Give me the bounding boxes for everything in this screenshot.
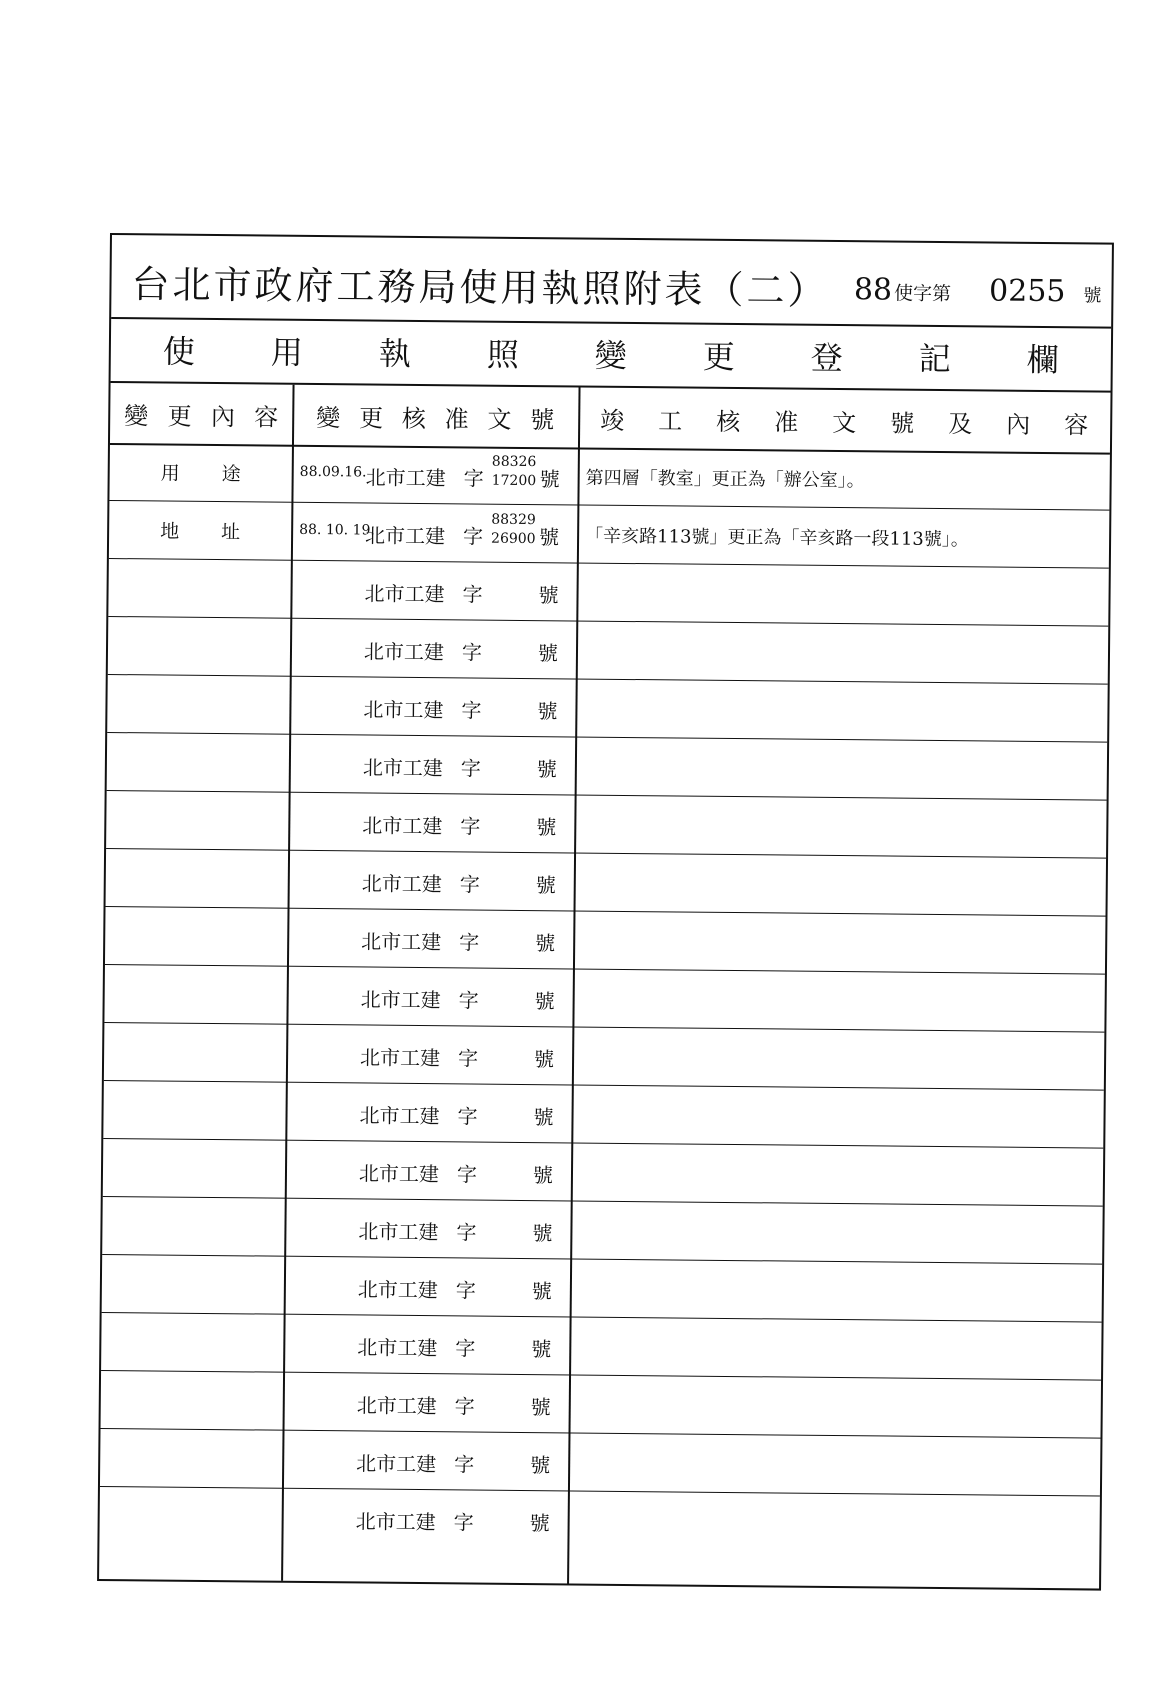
approval-dept: 北市工建 — [361, 929, 442, 955]
change-item-cell — [108, 559, 291, 618]
permit-suffix: 號 — [1083, 285, 1102, 307]
approval-dept: 北市工建 — [360, 987, 441, 1013]
completion-content-cell — [576, 621, 1109, 683]
table-row — [101, 1371, 1102, 1439]
change-item-cell — [104, 1023, 287, 1082]
approval-zi: 字 — [458, 988, 479, 1013]
completion-content-cell — [570, 1259, 1103, 1321]
approval-number-cell — [291, 445, 578, 505]
change-item-cell — [100, 1429, 283, 1488]
table-row — [104, 1023, 1105, 1091]
header-char: 准 — [444, 404, 469, 433]
completion-content-cell — [574, 795, 1107, 857]
approval-zi: 字 — [456, 1162, 478, 1187]
approval-dept: 北市工建 — [365, 465, 446, 491]
table-row — [106, 791, 1107, 859]
completion-content-cell — [574, 853, 1107, 915]
section-title — [111, 317, 1112, 393]
approval-hao: 號 — [534, 989, 555, 1014]
approval-hao: 號 — [538, 583, 559, 608]
approval-dept: 北市工建 — [363, 697, 444, 723]
table-row — [100, 1429, 1101, 1497]
approval-number-cell — [289, 735, 576, 795]
change-item-cell — [103, 1139, 286, 1198]
column-header-approval-no — [292, 385, 579, 448]
completion-content-cell: 第四層「教室」更正為「辦公室」。 — [585, 467, 865, 491]
section-title-char: 登 — [810, 338, 843, 378]
header-char: 容 — [254, 402, 279, 432]
approval-zi: 字 — [454, 1394, 475, 1419]
approval-date: 88. 10. 19. — [299, 521, 375, 539]
approval-hao: 號 — [533, 1047, 555, 1072]
change-item-cell — [105, 907, 288, 966]
table-row — [101, 1313, 1102, 1381]
approval-hao: 號 — [535, 873, 556, 898]
change-item-char: 途 — [221, 463, 241, 486]
completion-content-cell — [572, 1027, 1105, 1089]
completion-content-cell — [568, 1433, 1101, 1495]
approval-dept: 北市工建 — [364, 523, 446, 549]
permit-number-block — [854, 272, 1102, 309]
approval-number — [491, 511, 536, 549]
approval-number-cell — [282, 1431, 569, 1491]
change-item-cell — [107, 675, 290, 734]
column-header-completion — [578, 388, 1111, 453]
approval-number-cell — [285, 1083, 572, 1143]
change-item-char: 址 — [221, 521, 241, 544]
header-char: 變 — [124, 401, 149, 430]
completion-content-cell — [569, 1317, 1102, 1379]
table-row — [102, 1197, 1103, 1265]
approval-number-cell — [284, 1257, 571, 1317]
change-item-cell — [108, 617, 291, 676]
table-row — [102, 1255, 1103, 1323]
header-char: 核 — [716, 407, 741, 436]
change-item-cell — [103, 1081, 286, 1140]
change-item-char: 地 — [160, 520, 180, 543]
approval-dept: 北市工建 — [363, 639, 445, 665]
approval-number-cell — [284, 1199, 571, 1259]
approval-zi: 字 — [453, 1510, 474, 1535]
approval-zi: 字 — [457, 1046, 479, 1071]
completion-content-cell — [576, 563, 1109, 625]
header-char: 更 — [358, 403, 384, 433]
approval-number-cell — [281, 1489, 568, 1550]
approval-number-cell — [291, 503, 578, 563]
approval-zi: 字 — [460, 814, 481, 839]
section-title-char: 變 — [594, 336, 627, 375]
approval-hao: 號 — [533, 1105, 554, 1130]
approval-number-cell — [286, 967, 573, 1027]
approval-number-cell — [288, 793, 575, 853]
approval-number-part: 26900 — [491, 530, 536, 548]
approval-zi: 字 — [462, 524, 484, 549]
approval-hao: 號 — [531, 1279, 552, 1304]
section-title-char: 欄 — [1026, 340, 1059, 380]
approval-zi: 字 — [460, 756, 481, 781]
completion-content-cell — [569, 1375, 1102, 1437]
approval-number-part: 17200 — [491, 472, 537, 490]
section-title-char: 使 — [162, 332, 196, 371]
header-char: 工 — [658, 406, 683, 436]
table-row — [108, 559, 1109, 627]
approval-zi: 字 — [457, 1104, 478, 1129]
header-char: 內 — [1006, 410, 1031, 439]
approval-hao: 號 — [537, 641, 559, 666]
approval-number-part: 88329 — [491, 511, 536, 529]
approval-dept: 北市工建 — [361, 871, 442, 897]
approval-number-cell — [283, 1315, 570, 1375]
header-char: 准 — [774, 407, 799, 437]
completion-content-cell — [571, 1143, 1104, 1205]
approval-zi: 字 — [456, 1220, 477, 1245]
completion-content-cell — [570, 1201, 1103, 1263]
table-row — [99, 1487, 1100, 1555]
approval-number-part: 88326 — [491, 453, 537, 471]
change-item-cell — [106, 849, 289, 908]
table-row — [104, 965, 1105, 1033]
permit-number: 0255 — [988, 273, 1066, 310]
header-char: 更 — [167, 402, 192, 431]
header-char: 文 — [832, 408, 857, 437]
approval-number-cell — [287, 909, 574, 969]
approval-hao: 號 — [532, 1163, 554, 1188]
approval-hao: 號 — [531, 1337, 552, 1362]
section-title-char: 照 — [486, 335, 519, 374]
approval-date: 88.09.16. — [299, 463, 367, 481]
approval-dept: 北市工建 — [359, 1103, 440, 1129]
header-char: 核 — [401, 404, 426, 433]
change-item-char: 用 — [160, 462, 180, 485]
permit-type-label: 使字第 — [893, 282, 952, 306]
table-row — [107, 733, 1108, 801]
approval-number-cell — [290, 561, 577, 621]
approval-zi: 字 — [454, 1452, 475, 1477]
section-title-char: 執 — [378, 334, 412, 373]
table-row — [103, 1139, 1104, 1207]
table-row — [109, 501, 1110, 569]
approval-number-cell — [289, 677, 576, 737]
header-char: 文 — [487, 405, 512, 434]
section-title-char: 記 — [918, 339, 951, 379]
header-char: 內 — [210, 402, 236, 431]
completion-content-cell — [571, 1085, 1104, 1147]
approval-zi: 字 — [455, 1278, 476, 1303]
header-char: 容 — [1064, 410, 1089, 439]
approval-number-cell — [283, 1373, 570, 1433]
approval-dept: 北市工建 — [362, 755, 443, 781]
approval-zi: 字 — [455, 1336, 476, 1361]
title-row — [111, 235, 1112, 329]
approval-number-cell — [288, 851, 575, 911]
section-title-char: 更 — [702, 337, 735, 377]
approval-zi: 字 — [461, 640, 483, 665]
table-row — [109, 443, 1110, 511]
approval-zi: 字 — [463, 466, 484, 491]
approval-dept: 北市工建 — [362, 813, 443, 839]
approval-hao: 號 — [536, 815, 557, 840]
approval-zi: 字 — [461, 698, 482, 723]
approval-hao: 號 — [538, 525, 560, 550]
table-row — [106, 849, 1107, 917]
change-item-cell — [101, 1313, 284, 1372]
approval-number — [492, 453, 537, 491]
approval-number-cell — [285, 1141, 572, 1201]
approval-number-cell — [286, 1025, 573, 1085]
approval-hao: 號 — [536, 757, 557, 782]
approval-dept: 北市工建 — [359, 1045, 441, 1071]
change-item-cell — [106, 791, 289, 850]
change-item-cell — [109, 443, 292, 502]
approval-hao: 號 — [535, 931, 556, 956]
approval-dept: 北市工建 — [357, 1335, 438, 1361]
approval-dept: 北市工建 — [356, 1393, 437, 1419]
approval-zi: 字 — [459, 872, 480, 897]
completion-content-cell — [572, 969, 1105, 1031]
completion-content-cell — [567, 1491, 1100, 1554]
approval-hao: 號 — [530, 1453, 551, 1478]
permit-form — [97, 233, 1114, 1591]
approval-dept: 北市工建 — [357, 1277, 438, 1303]
table-row — [108, 617, 1109, 685]
completion-content-cell — [573, 911, 1106, 973]
change-item-cell — [109, 501, 292, 560]
change-item-cell — [102, 1197, 285, 1256]
completion-content-cell: 「辛亥路113號」更正為「辛亥路一段113號」。 — [585, 525, 969, 550]
approval-dept: 北市工建 — [355, 1509, 436, 1535]
approval-zi: 字 — [459, 930, 480, 955]
approval-number-cell — [290, 619, 577, 679]
approval-zi: 字 — [462, 582, 483, 607]
approval-hao: 號 — [537, 699, 558, 724]
change-item-cell — [107, 733, 290, 792]
table-row — [103, 1081, 1104, 1149]
header-char: 號 — [530, 405, 555, 434]
table-row — [107, 675, 1108, 743]
section-title-char: 用 — [270, 333, 304, 372]
permit-year: 88 — [853, 272, 893, 308]
header-char: 號 — [890, 408, 915, 438]
header-char: 及 — [948, 409, 973, 438]
change-item-cell — [99, 1487, 282, 1547]
approval-dept: 北市工建 — [358, 1219, 439, 1245]
approval-hao: 號 — [530, 1395, 551, 1420]
completion-content-cell — [575, 737, 1108, 799]
change-item-cell — [101, 1371, 284, 1430]
approval-dept: 北市工建 — [364, 581, 445, 607]
approval-dept: 北市工建 — [358, 1161, 440, 1187]
header-char: 竣 — [600, 406, 625, 435]
column-header-change — [110, 383, 293, 445]
header-char: 變 — [316, 403, 341, 432]
approval-hao: 號 — [532, 1221, 553, 1246]
form-title: 台北市政府工務局使用執照附表（二） — [131, 262, 829, 313]
completion-content-cell — [575, 679, 1108, 741]
approval-dept: 北市工建 — [356, 1451, 437, 1477]
table-row — [105, 907, 1106, 975]
change-item-cell — [102, 1255, 285, 1314]
change-item-cell — [104, 965, 287, 1024]
approval-hao: 號 — [539, 467, 560, 492]
approval-hao: 號 — [529, 1511, 550, 1536]
